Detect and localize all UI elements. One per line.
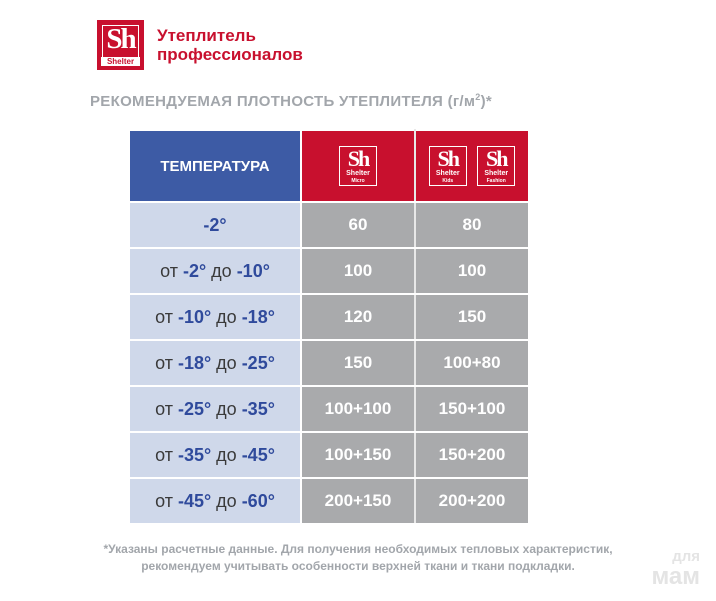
density-kids-fashion-cell: 100 [415, 248, 529, 294]
density-kids-fashion-cell: 150+100 [415, 386, 529, 432]
watermark-line-1: для [672, 548, 700, 565]
watermark-line-2: мам [651, 563, 700, 590]
badge-sub: Micro [351, 178, 365, 184]
tagline [157, 26, 303, 64]
badge-letters: Sh [485, 146, 507, 171]
density-micro-cell: 100+100 [301, 386, 415, 432]
temp-prefix: от [155, 490, 178, 511]
page-title-sup: 2 [475, 92, 481, 102]
temp-from: -35° [177, 444, 212, 465]
density-micro-cell: 100+150 [301, 432, 415, 478]
temp-from: -2° [182, 260, 207, 281]
temp-from: -10° [177, 306, 212, 327]
density-kids-fashion-cell: 100+80 [415, 340, 529, 386]
temp-prefix: от [155, 444, 178, 465]
logo-letters: Sh [106, 23, 135, 55]
table-row [129, 248, 529, 294]
badge-word: Shelter [484, 170, 509, 177]
table-row [129, 432, 529, 478]
temp-to: -18° [241, 306, 275, 327]
density-micro-cell: 60 [301, 202, 415, 248]
page-title-text: РЕКОМЕНДУЕМАЯ ПЛОТНОСТЬ УТЕПЛИТЕЛЯ (г/м [90, 93, 476, 110]
temperature-cell [129, 248, 301, 294]
badge-letters: Sh [437, 146, 458, 171]
temp-prefix: от [155, 352, 178, 373]
temperature-cell [129, 202, 301, 248]
temp-prefix: от [155, 306, 178, 327]
temp-connector: до [211, 398, 242, 419]
table-row [129, 340, 529, 386]
footnote-line-1: *Указаны расчетные данные. Для получения необходимых тепловых характеристик, [103, 542, 613, 556]
density-micro-cell: 200+150 [301, 478, 415, 524]
page-title-end: )* [480, 93, 493, 110]
temp-prefix: от [155, 398, 178, 419]
badge-letters: Sh [347, 146, 369, 171]
temp-to: -45° [241, 444, 275, 465]
table-row [129, 294, 529, 340]
temp-connector: до [211, 444, 242, 465]
table-body [129, 202, 529, 524]
temp-connector: до [211, 306, 242, 327]
temperature-cell [129, 294, 301, 340]
temp-from: -25° [177, 398, 212, 419]
temperature-cell [129, 386, 301, 432]
brand-header-micro [301, 130, 415, 202]
shelter-logo [97, 20, 144, 70]
density-kids-fashion-cell: 80 [415, 202, 529, 248]
tagline-line-2: профессионалов [157, 45, 303, 64]
tagline-line-1: Утеплитель [157, 26, 256, 45]
badge-word: Shelter [346, 170, 370, 177]
density-kids-fashion-cell: 150+200 [415, 432, 529, 478]
shelter-kids-logo [429, 146, 467, 186]
page-title [90, 92, 492, 110]
watermark [651, 547, 700, 590]
temp-connector: до [206, 260, 237, 281]
temp-from: -2° [203, 214, 227, 235]
table-row [129, 478, 529, 524]
temp-to: -35° [241, 398, 275, 419]
temp-from: -45° [177, 490, 212, 511]
temp-to: -10° [236, 260, 270, 281]
temperature-cell [129, 340, 301, 386]
density-micro-cell: 100 [301, 248, 415, 294]
temp-to: -60° [241, 490, 275, 511]
temperature-cell [129, 432, 301, 478]
density-kids-fashion-cell: 200+200 [415, 478, 529, 524]
shelter-fashion-logo [477, 146, 515, 186]
temperature-header: ТЕМПЕРАТУРА [129, 130, 301, 202]
density-micro-cell: 150 [301, 340, 415, 386]
logo-word: Shelter [101, 57, 140, 66]
temp-connector: до [211, 352, 242, 373]
brand-header-kids-fashion [415, 130, 529, 202]
badge-sub: Fashion [486, 178, 506, 184]
footnote-line-2: рекомендуем учитывать особенности верхней ткани и ткани подкладки. [141, 559, 575, 573]
footnote [0, 541, 716, 575]
temp-from: -18° [177, 352, 212, 373]
temperature-cell [129, 478, 301, 524]
table-row [129, 386, 529, 432]
density-kids-fashion-cell: 150 [415, 294, 529, 340]
table-row [129, 202, 529, 248]
density-micro-cell: 120 [301, 294, 415, 340]
badge-sub: Kids [442, 178, 454, 184]
badge-word: Shelter [435, 170, 460, 177]
table-header-row [129, 130, 529, 202]
temp-connector: до [211, 490, 242, 511]
temp-prefix: от [160, 260, 183, 281]
density-table [128, 129, 530, 525]
shelter-micro-logo [339, 146, 377, 186]
temp-to: -25° [241, 352, 275, 373]
